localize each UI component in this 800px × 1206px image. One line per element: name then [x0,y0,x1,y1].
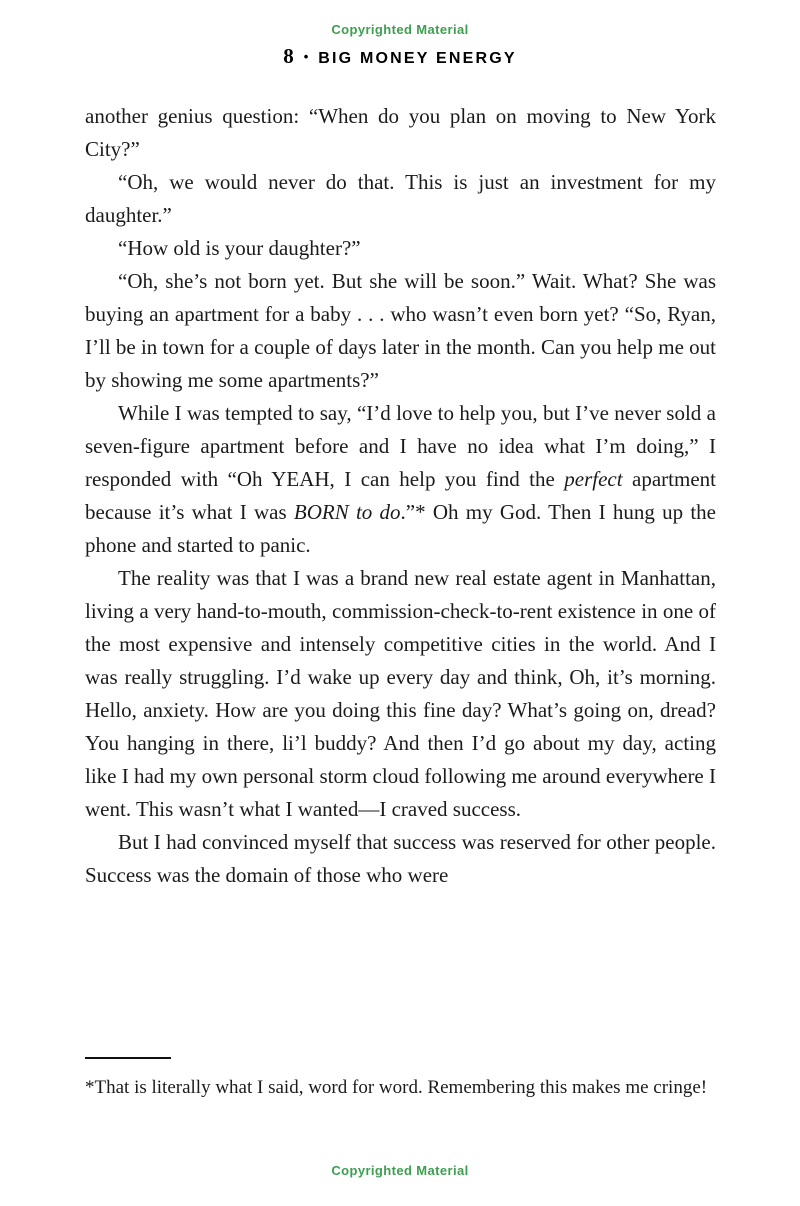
page-number: 8 [283,44,294,68]
body-text [85,100,716,892]
copyright-notice-top: Copyrighted Material [331,22,469,37]
paragraph [85,826,716,892]
text-segment: another genius question: “When do you plan on moving to New York City?” [85,104,716,161]
footnote-divider [85,1057,171,1059]
book-title: BIG MONEY ENERGY [318,50,517,67]
text-segment: “Oh, she’s not born yet. But she will be soon.” Wait. What? She was buying an apartment for a baby . . . who wasn’t even born yet? “So, Ryan, I’ll be in town for a couple of days later in the month. Can you help me out by showing me some apartments?” [85,269,717,392]
italic-text-segment: perfect [564,467,623,491]
paragraph [85,100,716,166]
footnote-text: *That is literally what I said, word for word. Remembering this makes me cringe! [85,1077,708,1098]
paragraph [85,166,716,232]
paragraph [85,397,716,562]
text-segment: The reality was that I was a brand new real estate agent in Manhattan, living a very hand-to-mouth, commission-check-to-rent existence in one of the most expensive and intensely competitive cities in the world. And I was really struggling. I’d wake up every day and think, Oh, it’s morning. Hello, anxiety. How are you doing this fine day? What’s going on, dread? You hanging in there, li’l buddy? And then I’d go about my day, acting like I had my own personal storm cloud following me around everywhere I went. This wasn’t what I wanted—I craved success. [85,566,716,821]
text-segment: .”* Oh my God. Then I hung up the phone and started to panic. [85,500,716,557]
text-segment: While I was tempted to say, “I’d love to help you, but I’ve never sold a seven-figure apartment before and I have no idea what I’m doing,” I responded with “Oh YEAH, I can help you find the [85,401,716,491]
text-segment: “Oh, we would never do that. This is just an investment for my daughter.” [85,170,716,227]
copyright-notice-bottom: Copyrighted Material [331,1163,469,1178]
running-head [0,44,800,69]
text-segment: apartment because it’s what I was [85,467,716,524]
header-separator-bullet: • [303,49,309,64]
text-segment: “How old is your daughter?” [118,236,361,260]
italic-text-segment: BORN to do [293,500,401,524]
paragraph [85,265,716,397]
text-segment: But I had convinced myself that success was reserved for other people. Success was the domain of those who were [85,830,716,887]
paragraph [85,562,716,826]
paragraph [85,232,716,265]
